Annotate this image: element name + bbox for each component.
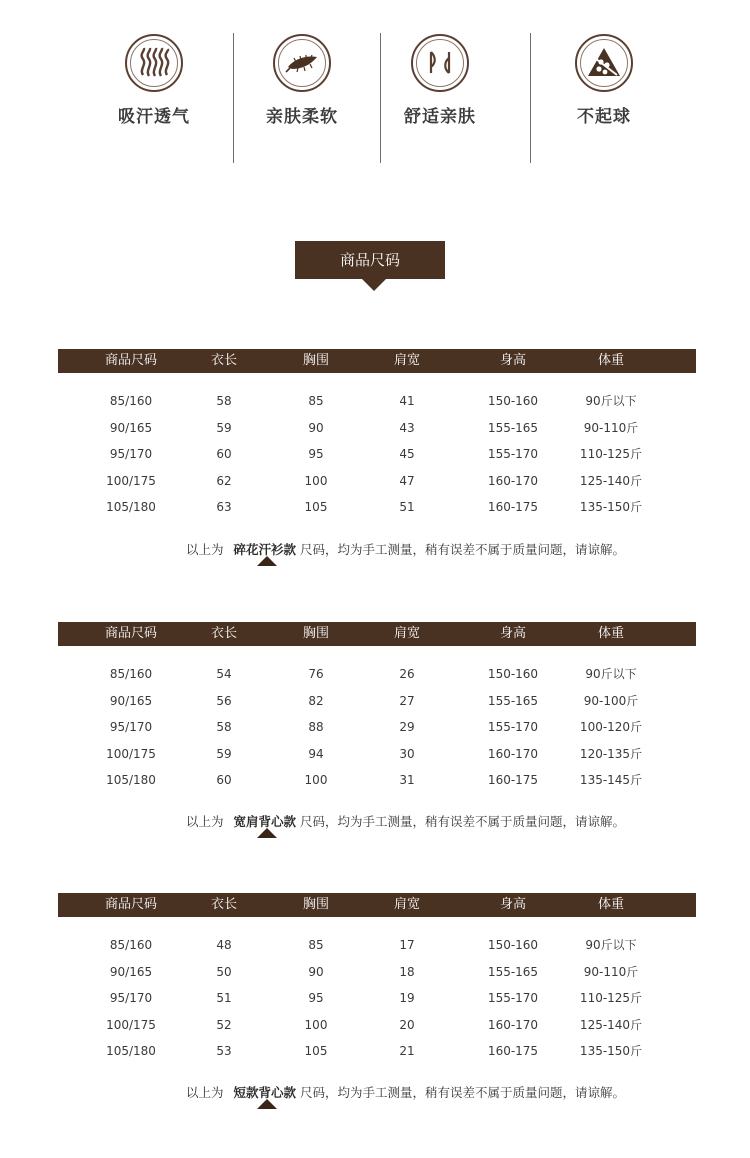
style-name: 短款背心款 <box>233 1085 297 1100</box>
table-row <box>58 688 696 715</box>
table-row <box>58 1012 696 1039</box>
table-cell: 90/165 <box>109 693 153 708</box>
table-cell: 160-175 <box>487 500 539 514</box>
table-cell: 85 <box>308 394 324 408</box>
table-cell: 150-160 <box>487 938 539 952</box>
table-cell: 82 <box>308 693 324 708</box>
table-cell: 85/160 <box>109 667 153 681</box>
table-row <box>58 932 696 959</box>
table-cell: 47 <box>399 473 415 488</box>
table-cell: 95/170 <box>109 447 153 461</box>
table-cell: 90 <box>308 964 324 979</box>
table-row <box>58 388 696 415</box>
table-cell: 90-110斤 <box>583 420 639 435</box>
table-cell: 110-125斤 <box>579 447 643 461</box>
table-cell: 95/170 <box>109 991 153 1005</box>
title-pointer <box>362 279 386 291</box>
table-cell: 20 <box>399 1017 415 1032</box>
table-row <box>58 741 696 768</box>
table-cell: 120-135斤 <box>579 746 643 761</box>
table-cell: 90-100斤 <box>583 693 639 708</box>
column-header: 肩宽 <box>393 626 421 641</box>
table-cell: 59 <box>216 420 232 435</box>
sweat-wave-icon <box>125 34 183 92</box>
table-cell: 105 <box>304 500 328 514</box>
table-cell: 62 <box>216 473 232 488</box>
table-cell: 94 <box>308 746 324 761</box>
table-cell: 90斤以下 <box>585 667 637 681</box>
feature-comfort <box>390 34 490 127</box>
table-cell: 100/175 <box>106 473 156 488</box>
table-cell: 90/165 <box>109 420 153 435</box>
table-cell: 95 <box>308 447 324 461</box>
table-cell: 18 <box>399 964 415 979</box>
column-header: 肩宽 <box>393 897 421 912</box>
table-row <box>58 1038 696 1065</box>
table-cell: 155-170 <box>487 447 539 461</box>
table-header <box>58 622 696 646</box>
table-cell: 90-110斤 <box>583 964 639 979</box>
table-cell: 30 <box>399 746 415 761</box>
table-row <box>58 985 696 1012</box>
table-cell: 85/160 <box>109 394 153 408</box>
table-row <box>58 767 696 794</box>
table-cell: 150-160 <box>487 667 539 681</box>
table-row <box>58 415 696 442</box>
table-row <box>58 959 696 986</box>
note-prefix: 以上为 <box>186 814 224 829</box>
column-header: 体重 <box>597 353 625 368</box>
table-cell: 135-145斤 <box>579 773 643 787</box>
size-table-1 <box>58 349 696 514</box>
table-cell: 76 <box>308 667 324 681</box>
note-prefix: 以上为 <box>186 542 224 557</box>
table-cell: 54 <box>216 667 232 681</box>
table-row <box>58 441 696 468</box>
feature-label: 亲肤柔软 <box>266 107 338 127</box>
table-cell: 160-175 <box>487 773 539 787</box>
table-cell: 105/180 <box>106 773 156 787</box>
table-cell: 60 <box>216 773 232 787</box>
table-cell: 90 <box>308 420 324 435</box>
size-table-3 <box>58 893 696 1058</box>
note-pointer <box>257 1099 277 1109</box>
table-cell: 155-165 <box>487 964 539 979</box>
column-header: 胸围 <box>302 897 330 912</box>
divider <box>380 33 381 163</box>
feature-label: 吸汗透气 <box>118 107 190 127</box>
table-cell: 155-165 <box>487 420 539 435</box>
no-pilling-icon <box>575 34 633 92</box>
table-cell: 160-170 <box>487 746 539 761</box>
table-note-3 <box>186 1083 646 1101</box>
table-cell: 100-120斤 <box>579 720 643 734</box>
table-note-2 <box>186 812 646 830</box>
table-cell: 90斤以下 <box>585 938 637 952</box>
table-cell: 100/175 <box>106 746 156 761</box>
table-cell: 19 <box>399 991 415 1005</box>
feature-label: 不起球 <box>577 107 631 127</box>
table-cell: 100/175 <box>106 1017 156 1032</box>
table-body <box>58 932 696 1065</box>
table-row <box>58 661 696 688</box>
column-header: 胸围 <box>302 626 330 641</box>
table-cell: 155-170 <box>487 720 539 734</box>
feature-sweat-breathable <box>104 34 204 127</box>
table-cell: 51 <box>216 991 232 1005</box>
column-header: 身高 <box>499 626 527 641</box>
table-cell: 26 <box>399 667 415 681</box>
table-cell: 85 <box>308 938 324 952</box>
table-cell: 31 <box>399 773 415 787</box>
table-cell: 100 <box>304 473 328 488</box>
note-suffix: 尺码，均为手工测量，稍有误差不属于质量问题，请谅解。 <box>300 814 626 829</box>
table-note-1 <box>186 540 646 558</box>
style-name: 宽肩背心款 <box>233 814 297 829</box>
column-header: 肩宽 <box>393 353 421 368</box>
table-cell: 100 <box>304 1017 328 1032</box>
table-header <box>58 349 696 373</box>
table-cell: 100 <box>304 773 328 787</box>
column-header: 商品尺码 <box>104 626 158 641</box>
column-header: 体重 <box>597 897 625 912</box>
table-cell: 125-140斤 <box>579 1017 643 1032</box>
table-cell: 41 <box>399 394 415 408</box>
table-row <box>58 714 696 741</box>
table-cell: 21 <box>399 1044 415 1058</box>
section-title: 商品尺码 <box>295 241 445 279</box>
table-cell: 95/170 <box>109 720 153 734</box>
column-header: 身高 <box>499 897 527 912</box>
table-cell: 155-170 <box>487 991 539 1005</box>
table-row <box>58 468 696 495</box>
table-row <box>58 494 696 521</box>
feature-anti-pilling <box>554 34 654 127</box>
table-cell: 27 <box>399 693 415 708</box>
style-name: 碎花汗衫款 <box>233 542 297 557</box>
table-cell: 135-150斤 <box>579 500 643 514</box>
column-header: 衣长 <box>210 626 238 641</box>
divider <box>233 33 234 163</box>
feather-icon <box>273 34 331 92</box>
table-cell: 17 <box>399 938 415 952</box>
feature-label: 舒适亲肤 <box>404 107 476 127</box>
table-cell: 58 <box>216 394 232 408</box>
table-cell: 59 <box>216 746 232 761</box>
table-cell: 160-170 <box>487 1017 539 1032</box>
feature-soft <box>252 34 352 127</box>
table-cell: 125-140斤 <box>579 473 643 488</box>
table-cell: 105 <box>304 1044 328 1058</box>
table-cell: 90斤以下 <box>585 394 637 408</box>
table-cell: 29 <box>399 720 415 734</box>
column-header: 商品尺码 <box>104 897 158 912</box>
table-cell: 88 <box>308 720 324 734</box>
note-suffix: 尺码，均为手工测量，稍有误差不属于质量问题，请谅解。 <box>300 1085 626 1100</box>
column-header: 体重 <box>597 626 625 641</box>
column-header: 身高 <box>499 353 527 368</box>
table-cell: 90/165 <box>109 964 153 979</box>
column-header: 商品尺码 <box>104 353 158 368</box>
table-cell: 50 <box>216 964 232 979</box>
table-body <box>58 661 696 794</box>
table-cell: 60 <box>216 447 232 461</box>
table-cell: 58 <box>216 720 232 734</box>
table-cell: 155-165 <box>487 693 539 708</box>
table-cell: 45 <box>399 447 415 461</box>
size-table-2 <box>58 622 696 787</box>
table-cell: 150-160 <box>487 394 539 408</box>
feature-strip <box>0 0 750 170</box>
table-cell: 110-125斤 <box>579 991 643 1005</box>
table-cell: 160-170 <box>487 473 539 488</box>
note-pointer <box>257 828 277 838</box>
table-cell: 51 <box>399 500 415 514</box>
table-cell: 43 <box>399 420 415 435</box>
table-cell: 63 <box>216 500 232 514</box>
table-cell: 105/180 <box>106 1044 156 1058</box>
table-cell: 160-175 <box>487 1044 539 1058</box>
fabric-weave-icon <box>411 34 469 92</box>
note-suffix: 尺码，均为手工测量，稍有误差不属于质量问题，请谅解。 <box>300 542 626 557</box>
note-pointer <box>257 556 277 566</box>
table-cell: 56 <box>216 693 232 708</box>
column-header: 衣长 <box>210 353 238 368</box>
table-cell: 53 <box>216 1044 232 1058</box>
table-cell: 105/180 <box>106 500 156 514</box>
note-prefix: 以上为 <box>186 1085 224 1100</box>
table-cell: 95 <box>308 991 324 1005</box>
table-cell: 85/160 <box>109 938 153 952</box>
column-header: 胸围 <box>302 353 330 368</box>
divider <box>530 33 531 163</box>
column-header: 衣长 <box>210 897 238 912</box>
table-cell: 52 <box>216 1017 232 1032</box>
table-body <box>58 388 696 521</box>
table-cell: 48 <box>216 938 232 952</box>
table-header <box>58 893 696 917</box>
table-cell: 135-150斤 <box>579 1044 643 1058</box>
